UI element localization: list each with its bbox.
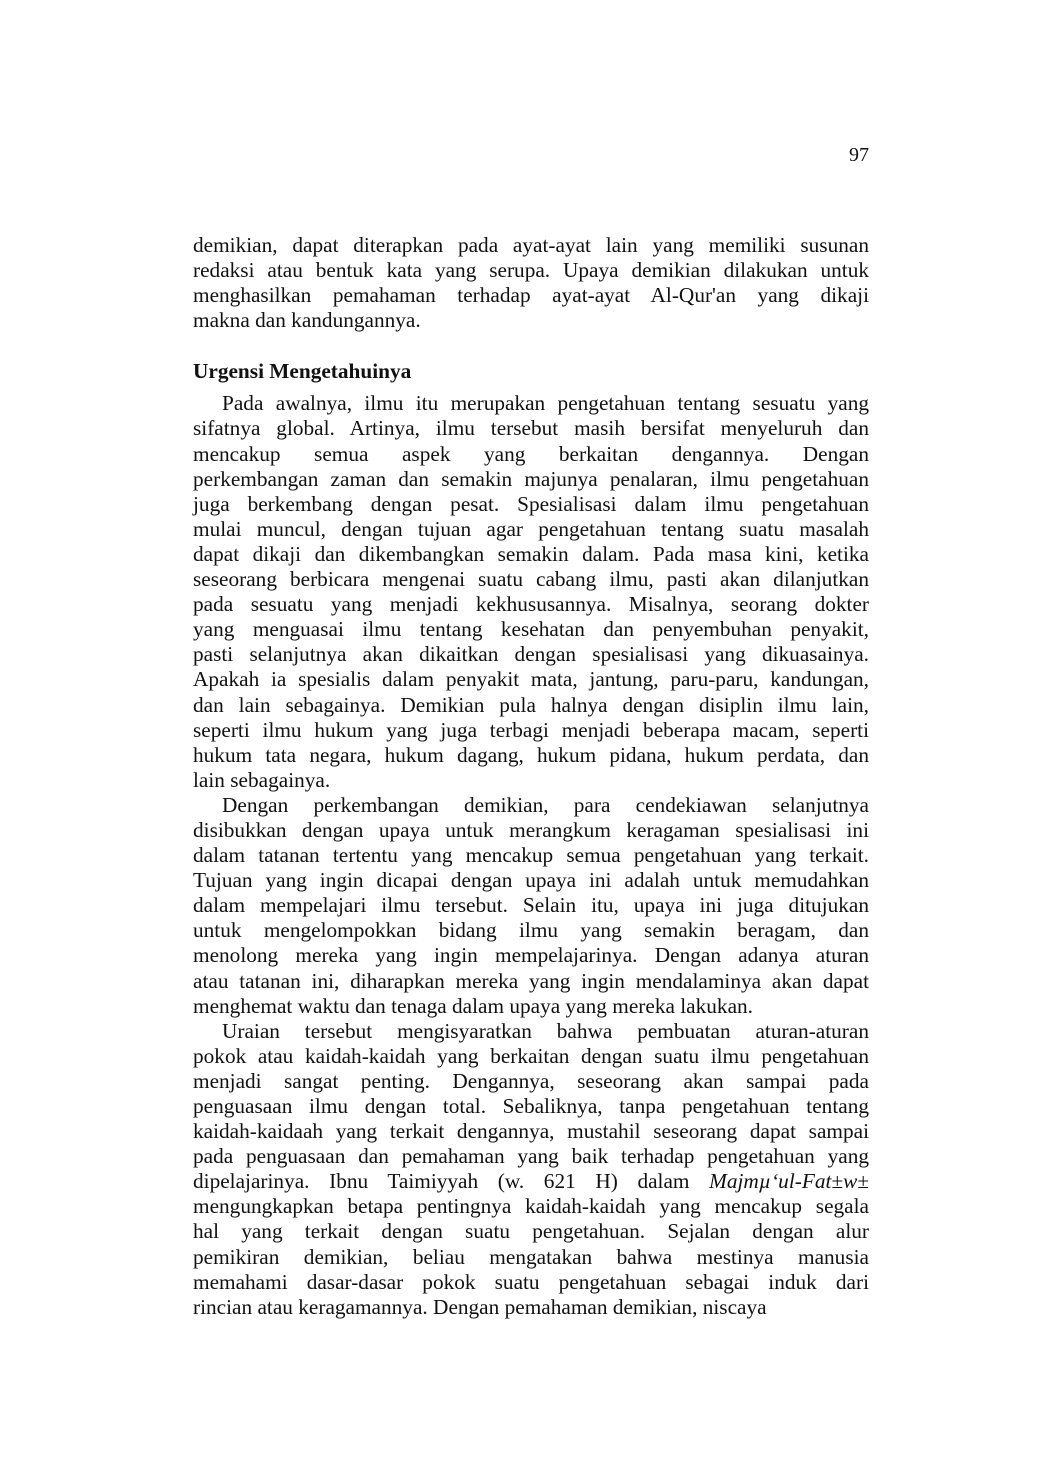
- text-line: hal yang terkait dengan suatu pengetahuan. Sejalan dengan alur: [193, 1219, 869, 1244]
- paragraph: [193, 1019, 869, 1320]
- text-line: sifatnya global. Artinya, ilmu tersebut masih bersifat menyeluruh dan: [193, 416, 869, 441]
- text-line: Pada awalnya, ilmu itu merupakan pengetahuan tentang sesuatu yang: [222, 391, 869, 416]
- text-line: pokok atau kaidah-kaidah yang berkaitan dengan suatu ilmu pengetahuan: [193, 1043, 869, 1068]
- text-line: Apakah ia spesialis dalam penyakit mata, jantung, paru-paru, kandungan,: [193, 667, 869, 692]
- text-line: juga berkembang dengan pesat. Spesialisasi dalam ilmu pengetahuan: [193, 491, 869, 516]
- text-line: hukum tata negara, hukum dagang, hukum pidana, hukum perdata, dan: [193, 742, 869, 767]
- text-fragment: dipelajarinya. Ibnu Taimiyyah (w. 621 H) dalam: [193, 1169, 690, 1194]
- book-title: Majmµ‘ul-Fat±w±: [709, 1169, 869, 1194]
- text-line: menghasilkan pemahaman terhadap ayat-ayat Al-Qur'an yang dikaji: [193, 283, 869, 308]
- text-line: dalam tatanan tertentu yang mencakup semua pengetahuan yang terkait.: [193, 843, 869, 868]
- text-line: lain sebagainya.: [193, 767, 331, 792]
- text-line: pada penguasaan dan pemahaman yang baik terhadap pengetahuan yang: [193, 1144, 869, 1169]
- text-line: menolong mereka yang ingin mempelajarinya. Dengan adanya aturan: [193, 943, 869, 968]
- text-line: memahami dasar-dasar pokok suatu pengetahuan sebagai induk dari: [193, 1269, 869, 1294]
- paragraph: [193, 391, 869, 793]
- text-line: Dengan perkembangan demikian, para cendekiawan selanjutnya: [222, 792, 869, 817]
- paragraph: [193, 793, 869, 1019]
- text-line: Uraian tersebut mengisyaratkan bahwa pembuatan aturan-aturan: [222, 1018, 869, 1043]
- page-number: 97: [849, 144, 869, 166]
- text-line: disibukkan dengan upaya untuk merangkum keragaman spesialisasi ini: [193, 817, 869, 842]
- text-line: yang menguasai ilmu tentang kesehatan dan penyembuhan penyakit,: [193, 617, 869, 642]
- text-line: dalam mempelajari ilmu tersebut. Selain itu, upaya ini juga ditujukan: [193, 893, 869, 918]
- text-line: pemikiran demikian, beliau mengatakan bahwa mestinya manusia: [193, 1244, 869, 1269]
- text-line: penguasaan ilmu dengan total. Sebaliknya, tanpa pengetahuan tentang: [193, 1094, 869, 1118]
- text-line: dapat dikaji dan dikembangkan semakin dalam. Pada masa kini, ketika: [193, 541, 869, 566]
- text-line: kaidah-kaidaah yang terkait dengannya, mustahil seseorang dapat sampai: [193, 1119, 869, 1144]
- text-line: dan lain sebagainya. Demikian pula halnya dengan disiplin ilmu lain,: [193, 692, 869, 717]
- text-line: pada sesuatu yang menjadi kekhususannya. Misalnya, seorang dokter: [193, 592, 869, 617]
- text-line: seseorang berbicara mengenai suatu cabang ilmu, pasti akan dilanjutkan: [193, 567, 869, 592]
- text-line: mulai muncul, dengan tujuan agar pengetahuan tentang suatu masalah: [193, 516, 869, 541]
- page-body: [193, 233, 869, 1320]
- text-line: seperti ilmu hukum yang juga terbagi menjadi beberapa macam, seperti: [193, 717, 869, 742]
- text-line: untuk mengelompokkan bidang ilmu yang semakin beragam, dan: [193, 918, 869, 943]
- text-line: menjadi sangat penting. Dengannya, seseorang akan sampai pada: [193, 1068, 869, 1093]
- text-line: makna dan kandungannya.: [193, 308, 421, 333]
- text-line: mencakup semua aspek yang berkaitan dengannya. Dengan: [193, 441, 869, 466]
- text-line: menghemat waktu dan tenaga dalam upaya yang mereka lakukan.: [193, 993, 753, 1018]
- text-line: redaksi atau bentuk kata yang serupa. Upaya demikian dilakukan untuk: [193, 258, 869, 283]
- text-line: demikian, dapat diterapkan pada ayat-ayat lain yang memiliki susunan: [193, 233, 869, 257]
- text-line: rincian atau keragamannya. Dengan pemahaman demikian, niscaya: [193, 1294, 767, 1319]
- text-line: mengungkapkan betapa pentingnya kaidah-kaidah yang mencakup segala: [193, 1194, 869, 1219]
- text-line: Tujuan yang ingin dicapai dengan upaya ini adalah untuk memudahkan: [193, 868, 869, 893]
- text-line: pasti selanjutnya akan dikaitkan dengan spesialisasi yang dikuasainya.: [193, 642, 869, 667]
- section-heading: Urgensi Mengetahuinya: [193, 359, 412, 384]
- text-line: atau tatanan ini, diharapkan mereka yang ingin mendalaminya akan dapat: [193, 968, 869, 993]
- paragraph: [193, 233, 869, 333]
- text-line: perkembangan zaman dan semakin majunya penalaran, ilmu pengetahuan: [193, 466, 869, 491]
- text-line: [193, 1169, 869, 1194]
